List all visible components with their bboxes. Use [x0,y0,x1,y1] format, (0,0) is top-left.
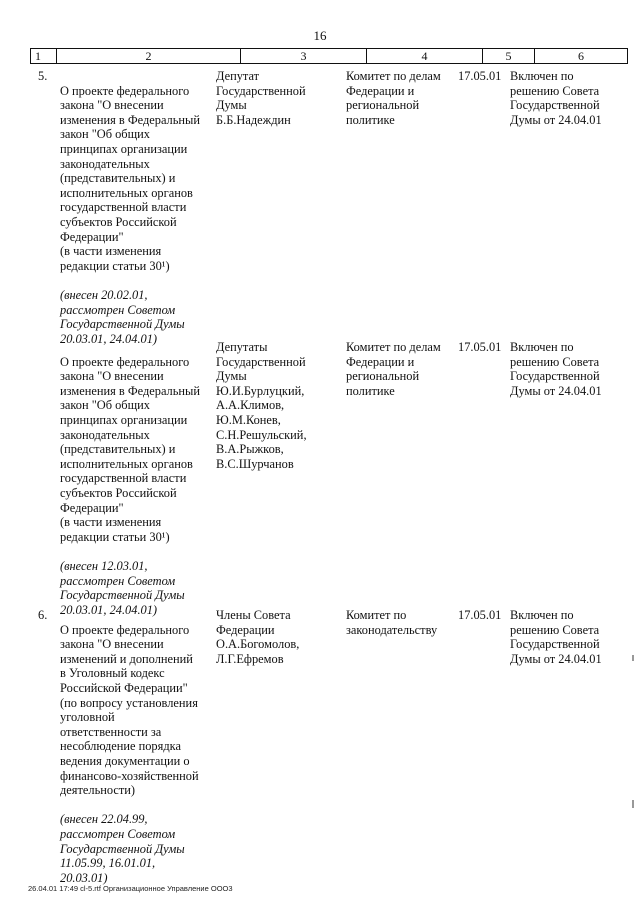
committee: Комитет по делам Федерации и региональной политике [346,340,441,398]
authors: Депутат Государственной Думы Б.Б.Надеждин [216,69,306,127]
scan-artifact [632,800,634,808]
bill-note: (внесен 20.02.01, рассмотрен Советом Государственной Думы 20.03.01, 24.04.01) [60,287,185,346]
table-header [30,48,628,64]
header-col-4: 4 [367,49,483,63]
page-number: 16 [313,28,327,43]
authors: Члены Совета Федерации О.А.Богомолов, Л.Г.Ефремов [216,608,300,666]
status: Включен по решению Совета Государственной Думы от 24.04.01 [510,340,602,398]
status: Включен по решению Совета Государственной Думы от 24.04.01 [510,69,602,127]
header-col-2: 2 [57,49,241,63]
header-col-3: 3 [241,49,367,63]
status: Включен по решению Совета Государственной Думы от 24.04.01 [510,608,602,666]
date: 17.05.01 [458,340,502,354]
bill-title: О проекте федерального закона "О внесении изменения в Федеральный закон "Об общих принципах организации законодательных (представительных) и исполнительных органов государственной власти субъектов Российской Федерации" (в части изменения редакции статьи 30¹) [60,354,200,544]
committee: Комитет по делам Федерации и региональной политике [346,69,441,127]
bill-note: (внесен 12.03.01, рассмотрен Советом Государственной Думы 20.03.01, 24.04.01) [60,558,185,617]
header-col-5: 5 [483,49,535,63]
authors: Депутаты Государственной Думы Ю.И.Бурлуцкий, А.А.Климов, Ю.М.Конев, С.Н.Решульский, В.А.Рыжков, В.С.Шурчанов [216,340,307,471]
bill-title: О проекте федерального закона "О внесении изменений и дополнений в Уголовный кодекс Российской Федерации" (по вопросу установления уголовной ответственности за несоблюдение порядка ведения документации о финансово-хозяйственной деятельности) [60,622,199,798]
header-col-1: 1 [31,49,57,63]
scan-artifact [632,655,634,661]
bill-note: (внесен 22.04.99, рассмотрен Советом Государственной Думы 11.05.99, 16.01.01, 20.03.01) [60,812,185,885]
header-col-6: 6 [578,49,584,63]
date: 17.05.01 [458,69,502,83]
date: 17.05.01 [458,608,502,622]
bill-title: О проекте федерального закона "О внесении изменения в Федеральный закон "Об общих принципах организации законодательных (представительных) и исполнительных органов государственной власти субъектов Российской Федерации" (в части изменения редакции статьи 30¹) [60,83,200,273]
committee: Комитет по законодательству [346,608,438,637]
footer: 26.04.01 17:49 cl-5.rtf Организационное Управление ООО3 [28,884,233,893]
row-number: 6. [38,608,48,622]
row-number: 5. [38,69,48,83]
